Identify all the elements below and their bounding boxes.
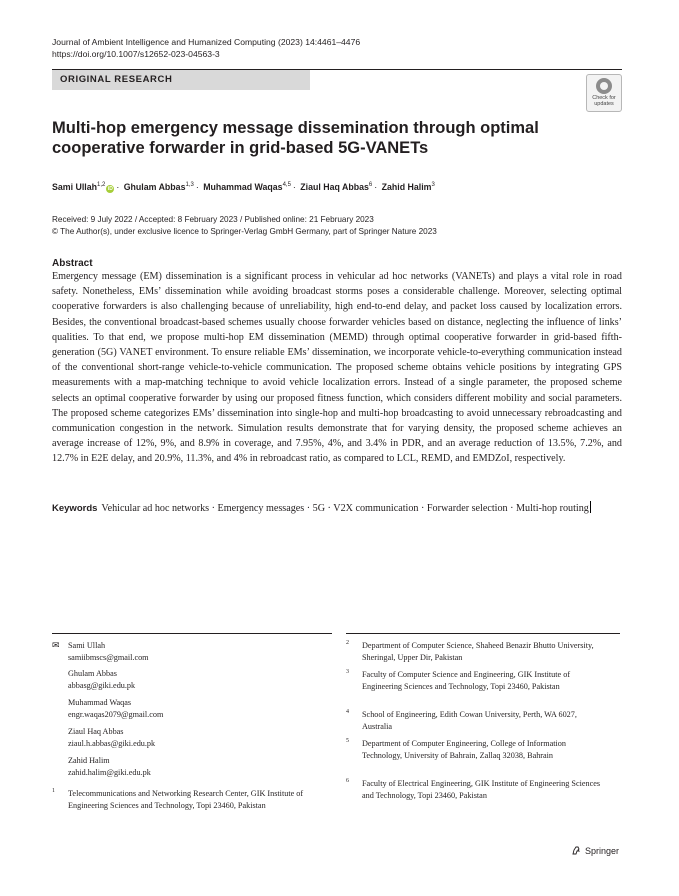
article-title bbox=[52, 118, 572, 158]
doi-link[interactable]: https://doi.org/10.1007/s12652-023-04563-3 bbox=[52, 49, 220, 59]
section-label: ORIGINAL RESEARCH bbox=[52, 70, 310, 90]
affiliation-number: 5 bbox=[346, 738, 349, 744]
contact-name: Ghulam Abbas bbox=[68, 669, 117, 678]
author-name[interactable]: Muhammad Waqas bbox=[203, 182, 283, 192]
footnote-divider bbox=[346, 633, 620, 634]
contact-email[interactable]: abbasg@giki.edu.pk bbox=[68, 680, 136, 690]
check-for-updates-button[interactable] bbox=[586, 74, 622, 112]
affiliation-item bbox=[346, 778, 602, 801]
publisher-logo bbox=[571, 845, 619, 856]
keywords-text: Vehicular ad hoc networks · Emergency messages · 5G · V2X communication · Forwarder selection · Multi-hop routing bbox=[101, 503, 589, 514]
contact-email[interactable]: samiibmscs@gmail.com bbox=[68, 652, 149, 662]
corresponding-author-contact bbox=[52, 640, 149, 663]
contact-name: Muhammad Waqas bbox=[68, 698, 132, 707]
orcid-icon[interactable]: iD bbox=[107, 186, 113, 192]
text-cursor bbox=[590, 501, 591, 513]
abstract-heading: Abstract bbox=[52, 258, 93, 269]
abstract-body: Emergency message (EM) dissemination is a significant process in vehicular ad hoc networks (VANETs) and plays a vital role in road safety. Nonetheless, EMs’ dissemination while avoiding broadcast storms poses a considerable challenge. Moreover, selecting optimal cooperative forwarders is also challenging because of unreliability, high end-to-end delay, and packet loss caused by localization errors. Besides, the conventional broadcast-based schemes usually choose forwarder vehicles based on distance, neglecting the influence of links’ qualities. To that end, we propose multi-hop EM dissemination (MEMD) through optimal cooperative forwarder in grid-based fifth-generation (5G) VANET environment. To ensure reliable EMs’ dissemination, we incorporate vehicle-to-everything communication instead of the conventional short-range vehicle-to-vehicle communication. The proposed scheme obtains vehicle positions by integrating GPS measurements with a map-matching technique to avoid vehicle localization errors. Instead of a single parameter, the proposed scheme selects an optimal cooperative forwarder by using our proposed fitness function, which considers different mobility and social parameters. The proposed scheme categorizes EMs’ dissemination into single-hop and multi-hop broadcasting to avoid unnecessary rebroadcasting and communication congestion in the network. Simulation results demonstrate that for varying density, the proposed scheme achieves an average increase of 12%, 9%, and 8.9% in coverage, and 7.95%, 4%, and 3.4% in PDR, and an average reduction of 13.5%, 7.2%, and 12.7% in E2E delay, and 20.9%, 11.3%, and 4% in rebroadcast ratio, as compared to LCL, REMD, and EMDZoI, respectively. bbox=[52, 271, 622, 465]
envelope-icon: ✉ bbox=[52, 641, 60, 651]
check-updates-label: Check for updates bbox=[592, 95, 616, 107]
author-affiliation-sup: 1,2 bbox=[96, 182, 106, 188]
contact-name: Ziaul Haq Abbas bbox=[68, 727, 124, 736]
author-name[interactable]: Ziaul Haq Abbas bbox=[300, 182, 369, 192]
contact-email[interactable]: ziaul.h.abbas@giki.edu.pk bbox=[68, 738, 156, 748]
author-affiliation-sup: 4,5 bbox=[282, 182, 291, 188]
springer-horse-icon bbox=[571, 845, 582, 856]
journal-citation bbox=[52, 36, 360, 60]
affiliation-number: 2 bbox=[346, 640, 349, 646]
affiliation-text: Faculty of Computer Science and Engineering, GIK Institute of Engineering Sciences and Technology, Topi 23460, Pakistan bbox=[362, 670, 571, 691]
journal-citation-line: Journal of Ambient Intelligence and Humanized Computing (2023) 14:4461–4476 bbox=[52, 37, 361, 47]
contact-email[interactable]: zahid.halim@giki.edu.pk bbox=[68, 767, 151, 777]
affiliation-item bbox=[346, 709, 602, 732]
author-name[interactable]: Sami Ullah bbox=[52, 182, 97, 192]
author-contact bbox=[52, 668, 135, 691]
affiliation-number: 4 bbox=[346, 709, 349, 715]
affiliation-number: 3 bbox=[346, 669, 349, 675]
author-contact bbox=[52, 726, 155, 749]
author-contact bbox=[52, 755, 151, 778]
keywords-heading: Keywords bbox=[52, 503, 98, 514]
check-updates-icon bbox=[596, 78, 612, 94]
article-title-line: cooperative forwarder in grid-based 5G-VANETs bbox=[52, 139, 429, 157]
affiliation-text: Department of Computer Engineering, College of Information Technology, University of Bahrain, Zallaq 32038, Bahrain bbox=[362, 739, 566, 760]
author-affiliation-sup: 1,3 bbox=[185, 182, 194, 188]
footnote-divider bbox=[52, 633, 332, 634]
publication-dates bbox=[52, 214, 437, 237]
copyright-notice: © The Author(s), under exclusive licence to Springer-Verlag GmbH Germany, part of Springer Nature 2023 bbox=[52, 226, 437, 236]
section-banner bbox=[52, 69, 622, 90]
contact-email[interactable]: engr.waqas2079@gmail.com bbox=[68, 709, 164, 719]
author-affiliation-sup: 3 bbox=[431, 182, 435, 188]
keywords-section bbox=[52, 501, 622, 516]
affiliation-item bbox=[52, 788, 308, 811]
author-name[interactable]: Ghulam Abbas bbox=[123, 182, 186, 192]
contact-name: Zahid Halim bbox=[68, 756, 110, 765]
author-affiliation-sup: 6 bbox=[368, 182, 373, 188]
author-contact bbox=[52, 697, 163, 720]
author-name[interactable]: Zahid Halim bbox=[381, 182, 432, 192]
author-list: Sami Ullah$^{1,2}$iD · Ghulam Abbas$^{1,3}$ · Muhammad Waqas$^{4,5}$ · Ziaul Haq Abbas$^6$ · Zahid Halim$^3$ bbox=[52, 182, 435, 192]
affiliation-item bbox=[346, 669, 602, 692]
affiliation-item bbox=[346, 738, 602, 761]
affiliation-text: Faculty of Electrical Engineering, GIK Institute of Engineering Sciences and Technology, Topi 23460, Pakistan bbox=[362, 779, 601, 800]
article-title-line: Multi-hop emergency message dissemination through optimal bbox=[52, 119, 539, 137]
affiliation-text: Department of Computer Science, Shaheed Benazir Bhutto University, Sheringal, Upper Dir, Pakistan bbox=[362, 641, 594, 662]
publisher-name: Springer bbox=[585, 845, 620, 856]
affiliation-text: School of Engineering, Edith Cowan University, Perth, WA 6027, Australia bbox=[362, 710, 577, 731]
received-accepted-published: Received: 9 July 2022 / Accepted: 8 February 2023 / Published online: 21 February 2023 bbox=[52, 215, 374, 224]
affiliation-number: 1 bbox=[52, 788, 55, 794]
affiliation-item bbox=[346, 640, 602, 663]
affiliation-text: Telecommunications and Networking Research Center, GIK Institute of Engineering Sciences and Technology, Topi 23460, Pakistan bbox=[68, 789, 304, 810]
affiliation-number: 6 bbox=[346, 778, 349, 784]
contact-name: Sami Ullah bbox=[68, 641, 106, 650]
